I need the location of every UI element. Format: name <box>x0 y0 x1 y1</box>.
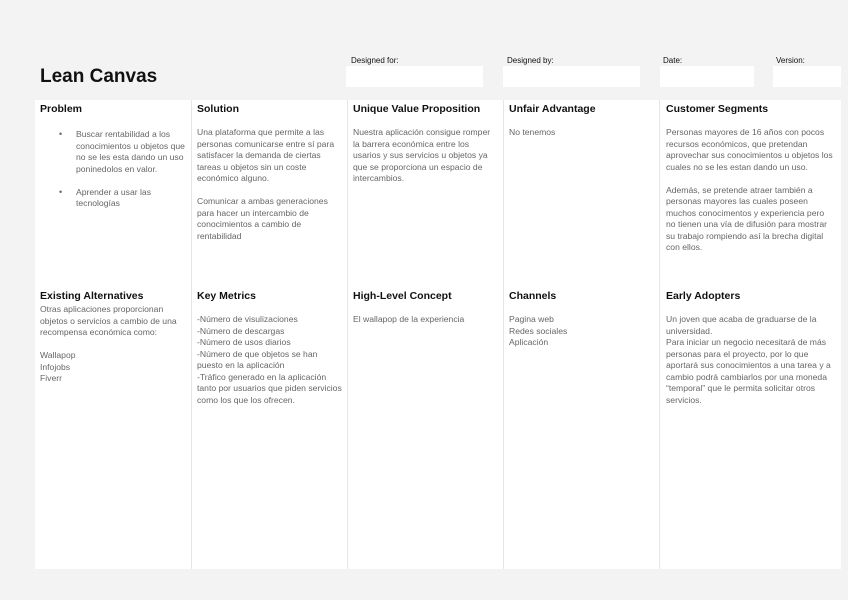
customer-segments-title: Customer Segments <box>666 103 769 115</box>
designed-for-label: Designed for: <box>351 56 399 65</box>
column-divider <box>191 100 192 569</box>
existing-alternatives-title: Existing Alternatives <box>40 290 144 302</box>
version-label: Version: <box>776 56 805 65</box>
existing-alternatives-paragraph: Otras aplicaciones proporcionan objetos o servicios a cambio de una recompensa económica como: <box>40 304 177 337</box>
early-adopters-text <box>666 314 836 406</box>
early-adopters-paragraph: Para iniciar un negocio necesitará de más personas para el proyecto, por lo que aportará sus conocimientos a una tarea y a cambio podrá cambiarlos por una moneda “temporal” que le permita solicitar otros servicios. <box>666 337 831 405</box>
existing-alternatives-text <box>40 304 188 385</box>
problem-cell[interactable] <box>40 103 188 221</box>
designed-for-field[interactable] <box>346 66 483 87</box>
designed-by-field[interactable] <box>503 66 640 87</box>
page-title: Lean Canvas <box>40 66 158 87</box>
key-metrics-cell[interactable] <box>197 290 345 406</box>
uvp-title: Unique Value Proposition <box>353 103 481 115</box>
solution-cell[interactable] <box>197 103 343 242</box>
date-label: Date: <box>663 56 683 65</box>
problem-list <box>40 129 188 210</box>
column-divider <box>347 100 348 569</box>
customer-segments-paragraph: Además, se pretende atraer también a personas mayores las cuales poseen muchos conocimentos y experiencia pero no tienen una vía de difusión para mostrar su trabajo rompiendo así la brecha digital con ellos. <box>666 184 827 252</box>
high-level-concept-title: High-Level Concept <box>353 290 452 302</box>
column-divider <box>503 100 504 569</box>
solution-text <box>197 127 343 242</box>
solution-paragraph: Una plataforma que permite a las personas comunicarse entre sí para satisfacer la demanda de ciertas tareas u objetos sin un coste económico alguno. <box>197 127 335 183</box>
unfair-advantage-title: Unfair Advantage <box>509 103 596 115</box>
list-item: -Tráfico generado en la aplicación tanto por usuarios que piden servicios como los que los ofrecen. <box>197 371 342 405</box>
customer-segments-text <box>666 127 836 254</box>
channels-cell[interactable] <box>509 290 655 349</box>
uvp-cell[interactable] <box>353 103 499 185</box>
solution-paragraph: Comunicar a ambas generaciones para hacer un intercambio de conocimientos a cambio de rentabilidad <box>197 196 328 241</box>
unfair-advantage-text: No tenemos <box>509 127 556 137</box>
list-item: Infojobs <box>40 361 71 372</box>
list-item: -Número de descargas <box>197 325 285 336</box>
channels-title: Channels <box>509 290 557 302</box>
early-adopters-title: Early Adopters <box>666 290 741 302</box>
customer-segments-cell[interactable] <box>666 103 836 254</box>
list-item: Pagina web <box>509 314 554 324</box>
high-level-concept-text: El wallapop de la experiencia <box>353 314 465 324</box>
channels-text <box>509 314 655 349</box>
version-field[interactable] <box>773 66 841 87</box>
list-item: Aplicación <box>509 337 549 347</box>
list-item: • Aprender a usar las tecnologías <box>59 186 151 208</box>
list-item: -Número de que objetos se han puesto en la aplicación <box>197 348 318 370</box>
column-divider <box>659 100 660 569</box>
uvp-text: Nuestra aplicación consigue romper la barrera económica entre los usarios y sus servicios u objetos ya que se proporciona un espacio de intercambios. <box>353 127 491 183</box>
list-item: -Número de usos diarios <box>197 337 291 347</box>
key-metrics-text <box>197 314 345 406</box>
high-level-concept-cell[interactable] <box>353 290 499 326</box>
list-item: Redes sociales <box>509 325 568 336</box>
problem-title: Problem <box>40 103 83 115</box>
list-item: Fiverr <box>40 373 62 383</box>
designed-by-label: Designed by: <box>507 56 554 65</box>
key-metrics-title: Key Metrics <box>197 290 256 302</box>
list-item: -Número de visulizaciones <box>197 314 298 324</box>
early-adopters-paragraph: Un joven que acaba de graduarse de la universidad. <box>666 314 817 336</box>
existing-alternatives-cell[interactable] <box>40 290 188 385</box>
early-adopters-cell[interactable] <box>666 290 836 406</box>
solution-title: Solution <box>197 103 239 115</box>
customer-segments-paragraph: Personas mayores de 16 años con pocos recursos económicos, que pretendan aprovechar sus conocimientos u objetos los cuales no se les estan dando un uso. <box>666 127 833 172</box>
list-item: • Buscar rentabilidad a los conocimientos u objetos que no se les esta dando un uso poninedolos en valor. <box>59 129 185 174</box>
list-item: Wallapop <box>40 350 76 360</box>
unfair-advantage-cell[interactable] <box>509 103 655 139</box>
date-field[interactable] <box>660 66 754 87</box>
